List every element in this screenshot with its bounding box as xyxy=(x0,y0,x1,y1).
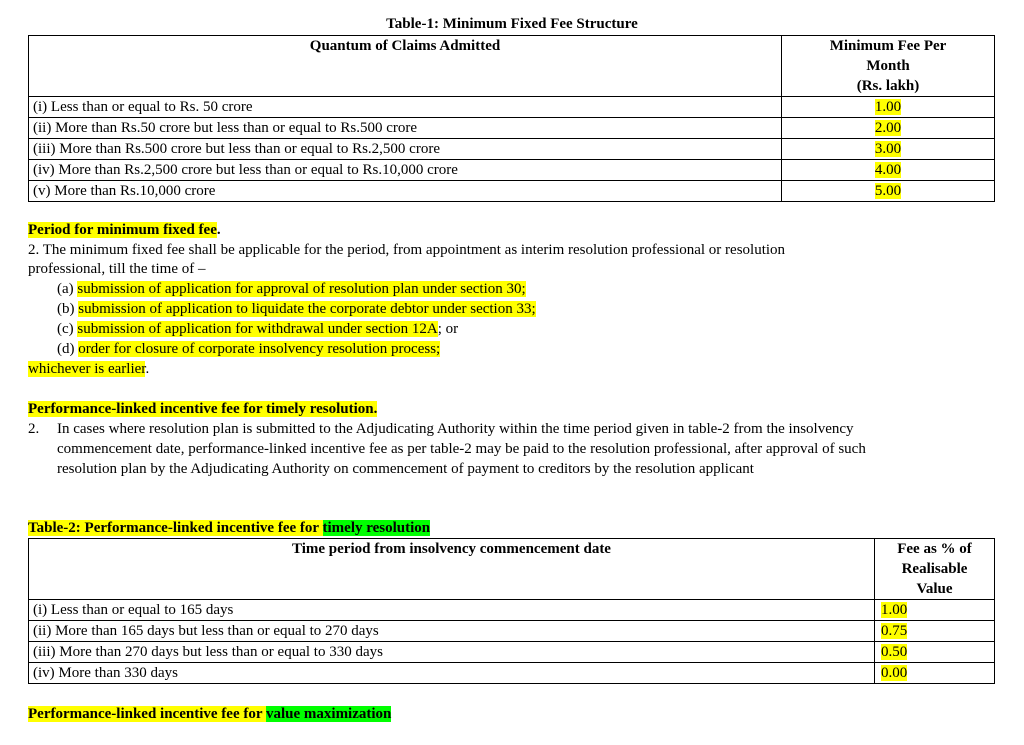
row-label: (ii) More than 165 days but less than or equal to 270 days xyxy=(29,621,875,642)
row-value: 0.50 xyxy=(881,644,908,660)
period-paragraph-line1: 2. The minimum fixed fee shall be applicable for the period, from appointment as interim resolution professional or resolution xyxy=(28,242,786,258)
row-value: 3.00 xyxy=(874,141,902,157)
row-value: 4.00 xyxy=(874,162,902,178)
performance-para-line: commencement date, performance-linked incentive fee as per table-2 may be paid to the resolution professional, after approval of such xyxy=(57,441,866,457)
table2-performance-fee xyxy=(28,538,995,684)
performance-heading: Performance-linked incentive fee for timely resolution. xyxy=(28,401,378,417)
row-label: (v) More than Rs.10,000 crore xyxy=(29,181,782,202)
row-value: 2.00 xyxy=(874,120,902,136)
row-value: 1.00 xyxy=(874,99,902,115)
row-label: (i) Less than or equal to Rs. 50 crore xyxy=(29,97,782,118)
period-heading: Period for minimum fixed fee. xyxy=(28,222,221,238)
table-row xyxy=(29,600,995,621)
table-row xyxy=(29,97,995,118)
table-row xyxy=(29,663,995,684)
table1-col1-header: Quantum of Claims Admitted xyxy=(29,36,782,97)
table2-title: Table-2: Performance-linked incentive fee for timely resolution xyxy=(28,520,431,536)
table-row xyxy=(29,160,995,181)
table-row xyxy=(29,118,995,139)
table-row xyxy=(29,139,995,160)
table2-col1-header: Time period from insolvency commencement date xyxy=(29,539,875,600)
row-value: 0.75 xyxy=(881,623,908,639)
table1-col2-header: Minimum Fee Per Month (Rs. lakh) xyxy=(782,36,995,97)
list-item: (a) submission of application for approval of resolution plan under section 30; xyxy=(57,281,526,297)
table-row xyxy=(29,621,995,642)
row-label: (ii) More than Rs.50 crore but less than or equal to Rs.500 crore xyxy=(29,118,782,139)
performance-para-line: In cases where resolution plan is submitted to the Adjudicating Authority within the time period given in table-2 from the insolvency xyxy=(57,421,854,437)
row-value: 1.00 xyxy=(881,602,908,618)
period-closing: whichever is earlier. xyxy=(28,361,150,377)
period-paragraph-line2: professional, till the time of – xyxy=(28,261,206,277)
table2-col2-header: Fee as % of Realisable Value xyxy=(875,539,995,600)
table-row xyxy=(29,642,995,663)
row-label: (iii) More than Rs.500 crore but less than or equal to Rs.2,500 crore xyxy=(29,139,782,160)
row-label: (i) Less than or equal to 165 days xyxy=(29,600,875,621)
row-value: 0.00 xyxy=(881,665,908,681)
table1-minimum-fixed-fee xyxy=(28,35,995,202)
row-label: (iv) More than 330 days xyxy=(29,663,875,684)
row-value: 5.00 xyxy=(874,183,902,199)
performance-para-number: 2. xyxy=(28,421,40,437)
list-item: (c) submission of application for withdrawal under section 12A; or xyxy=(57,321,459,337)
row-label: (iii) More than 270 days but less than or equal to 330 days xyxy=(29,642,875,663)
table1-title: Table-1: Minimum Fixed Fee Structure xyxy=(386,16,638,32)
performance-para-line: resolution plan by the Adjudicating Authority on commencement of payment to creditors by the resolution applicant xyxy=(57,461,754,477)
list-item: (b) submission of application to liquidate the corporate debtor under section 33; xyxy=(57,301,536,317)
row-label: (iv) More than Rs.2,500 crore but less than or equal to Rs.10,000 crore xyxy=(29,160,782,181)
list-item: (d) order for closure of corporate insolvency resolution process; xyxy=(57,341,441,357)
value-maximization-heading: Performance-linked incentive fee for value maximization xyxy=(28,706,392,722)
table-row xyxy=(29,181,995,202)
